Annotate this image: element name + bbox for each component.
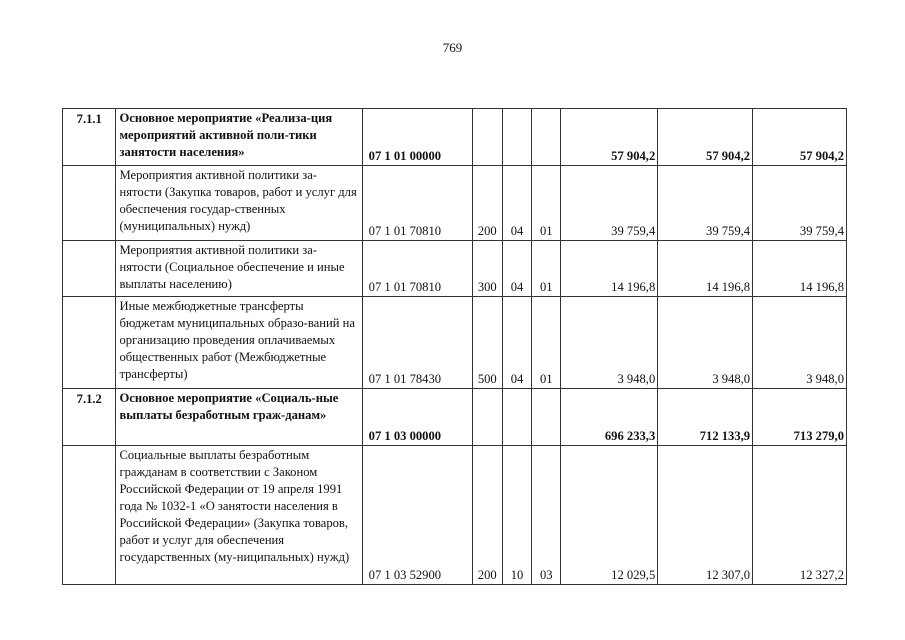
expense-type: 500 bbox=[472, 297, 502, 389]
subsection bbox=[532, 109, 561, 166]
target-code: 07 1 01 00000 bbox=[362, 109, 472, 166]
sum-year-1: 14 196,8 bbox=[561, 241, 658, 297]
sum-year-3: 3 948,0 bbox=[753, 297, 847, 389]
section bbox=[502, 389, 531, 446]
row-name: Мероприятия активной политики за-нятости (Закупка товаров, работ и услуг для обеспечения государ-ственных (муниципальных) нужд) bbox=[116, 166, 362, 241]
page-number: 769 bbox=[442, 40, 463, 55]
expense-type: 300 bbox=[472, 241, 502, 297]
row-number bbox=[63, 297, 116, 389]
row-name: Основное мероприятие «Реализа-ция мероприятий активной поли-тики занятости населения» bbox=[116, 109, 362, 166]
row-number: 7.1.1 bbox=[63, 109, 116, 166]
row-number bbox=[63, 166, 116, 241]
section: 04 bbox=[502, 297, 531, 389]
sum-year-3: 12 327,2 bbox=[753, 446, 847, 585]
sum-year-2: 14 196,8 bbox=[658, 241, 753, 297]
section bbox=[502, 109, 531, 166]
sum-year-3: 39 759,4 bbox=[753, 166, 847, 241]
sum-year-1: 57 904,2 bbox=[561, 109, 658, 166]
section: 04 bbox=[502, 166, 531, 241]
expense-type: 200 bbox=[472, 166, 502, 241]
sum-year-1: 12 029,5 bbox=[561, 446, 658, 585]
target-code: 07 1 01 78430 bbox=[362, 297, 472, 389]
subsection bbox=[532, 389, 561, 446]
table-row bbox=[63, 241, 847, 297]
sum-year-3: 713 279,0 bbox=[753, 389, 847, 446]
expense-type bbox=[472, 109, 502, 166]
subsection: 03 bbox=[532, 446, 561, 585]
table-row bbox=[63, 297, 847, 389]
expense-type: 200 bbox=[472, 446, 502, 585]
sum-year-3: 57 904,2 bbox=[753, 109, 847, 166]
row-name: Основное мероприятие «Социаль-ные выплаты безработным граж-данам» bbox=[116, 389, 362, 446]
row-number bbox=[63, 241, 116, 297]
subsection: 01 bbox=[532, 241, 561, 297]
row-name: Социальные выплаты безработным гражданам в соответствии с Законом Российской Федерации от 19 апреля 1991 года № 1032-1 «О занятости населения в Российской Федерации» (Закупка товаров, работ и услуг для обеспечения государственных (му-ниципальных) нужд) bbox=[116, 446, 362, 585]
row-name: Иные межбюджетные трансферты бюджетам муниципальных образо-ваний на организацию проведения оплачиваемых общественных работ (Межбюджетные трансферты) bbox=[116, 297, 362, 389]
row-number: 7.1.2 bbox=[63, 389, 116, 446]
table-row bbox=[63, 446, 847, 585]
sum-year-2: 57 904,2 bbox=[658, 109, 753, 166]
table-row bbox=[63, 389, 847, 446]
subsection: 01 bbox=[532, 297, 561, 389]
target-code: 07 1 01 70810 bbox=[362, 166, 472, 241]
target-code: 07 1 01 70810 bbox=[362, 241, 472, 297]
section: 10 bbox=[502, 446, 531, 585]
section: 04 bbox=[502, 241, 531, 297]
table-row bbox=[63, 109, 847, 166]
sum-year-2: 12 307,0 bbox=[658, 446, 753, 585]
sum-year-3: 14 196,8 bbox=[753, 241, 847, 297]
sum-year-1: 696 233,3 bbox=[561, 389, 658, 446]
table-row bbox=[63, 166, 847, 241]
subsection: 01 bbox=[532, 166, 561, 241]
row-number bbox=[63, 446, 116, 585]
budget-table bbox=[62, 108, 847, 585]
sum-year-2: 39 759,4 bbox=[658, 166, 753, 241]
sum-year-1: 3 948,0 bbox=[561, 297, 658, 389]
target-code: 07 1 03 52900 bbox=[362, 446, 472, 585]
sum-year-1: 39 759,4 bbox=[561, 166, 658, 241]
row-name: Мероприятия активной политики за-нятости (Социальное обеспечение и иные выплаты населению) bbox=[116, 241, 362, 297]
target-code: 07 1 03 00000 bbox=[362, 389, 472, 446]
sum-year-2: 712 133,9 bbox=[658, 389, 753, 446]
sum-year-2: 3 948,0 bbox=[658, 297, 753, 389]
expense-type bbox=[472, 389, 502, 446]
